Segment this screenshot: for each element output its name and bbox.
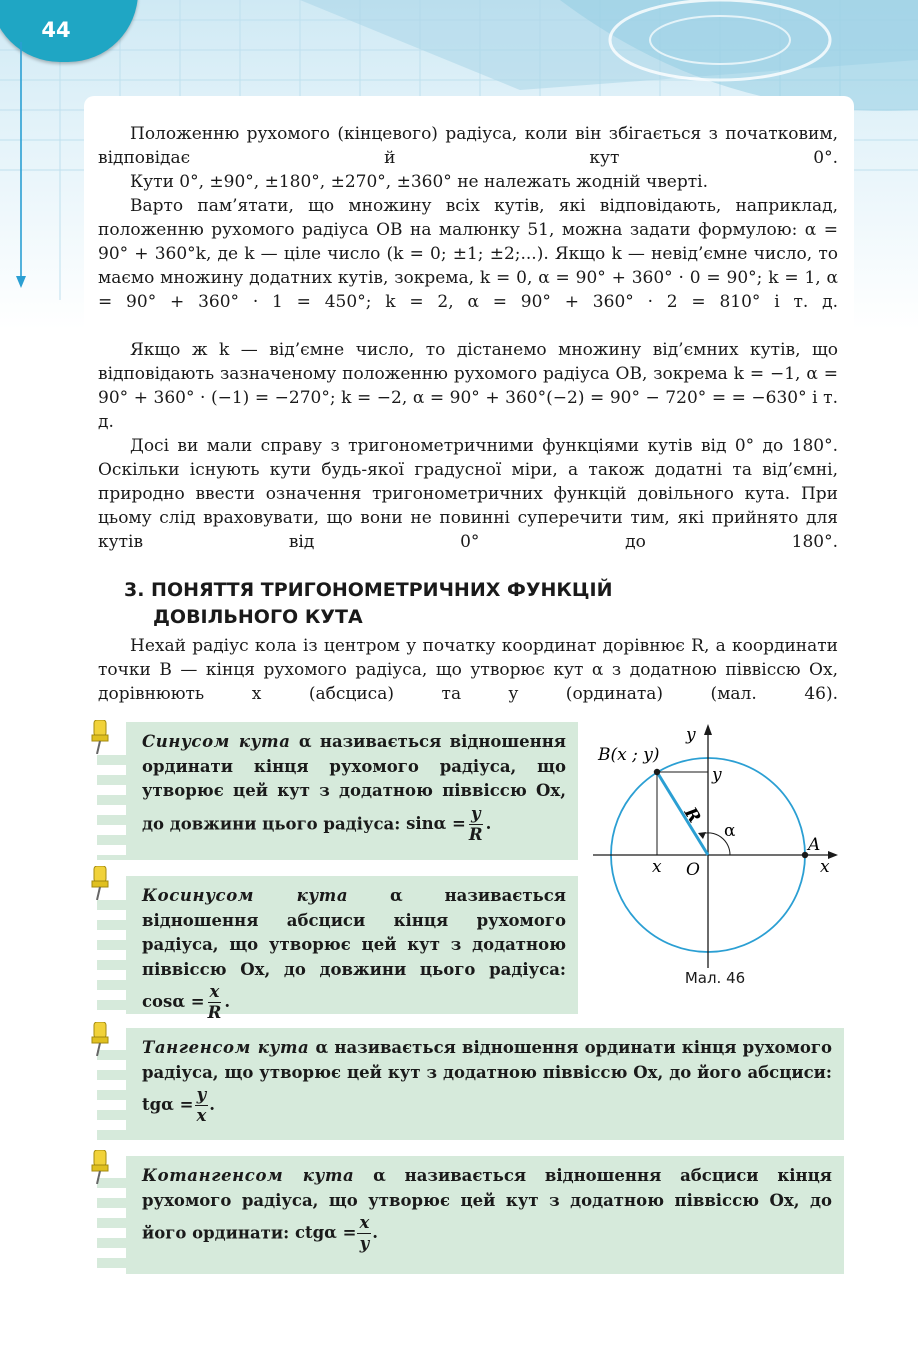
margin-ticks bbox=[97, 1178, 127, 1274]
sine-formula: sinα = $\frac{y}{R}$ . bbox=[406, 803, 492, 844]
cosine-numerator: x bbox=[209, 982, 220, 1001]
paragraph-2: Кути 0°, ±90°, ±180°, ±270°, ±360° не належать жодній чверті. bbox=[130, 172, 708, 192]
section-title bbox=[124, 577, 824, 631]
tangent-fraction bbox=[194, 1085, 208, 1126]
definition-cotangent-text: α називається відношення абсциси кінця рухомого радіуса, що утворює цей кут з додатною піввіссю Ox, до його ординати: bbox=[142, 1166, 832, 1243]
section-intro: Нехай радіус кола із центром у початку координат дорівнює R, а координати точки B — кінця рухомого радіуса, що утворює кут α з додатною піввіссю Ox, дорівнюють x (абсциса) та y (ордината) (мал. 46). bbox=[98, 636, 838, 704]
cotangent-numerator: x bbox=[359, 1213, 370, 1232]
cosine-formula: cosα = $\frac{x}{R}$ . bbox=[142, 982, 231, 1022]
cosine-fraction bbox=[206, 982, 224, 1023]
definition-cosine-text: α називається відношення абсциси кінця рухомого радіуса, що утворює цей кут з додатною піввіссю Ox, до довжини цього радіуса: bbox=[142, 886, 566, 979]
paragraph-5: Досі ви мали справу з тригонометричними функціями кутів від 0° до 180°. Оскільки існують кути будь-якої градусної міри, а також додатні та від’ємні, природно ввести означення тригонометричних функцій довільного кута. При цьому слід враховувати, що вони не повинні суперечити тим, які прийнято для кутів від 0° до 180°. bbox=[98, 436, 838, 552]
sine-numerator: y bbox=[470, 803, 481, 823]
cosine-denominator: R bbox=[207, 1003, 222, 1022]
cosine-formula-lhs: cosα = bbox=[142, 992, 205, 1012]
sine-formula-lhs: sinα = bbox=[406, 813, 466, 833]
label-B: B(x ; y) bbox=[598, 745, 660, 765]
paragraph-4: Якщо ж k — від’ємне число, то дістанемо множину від’ємних кутів, що відповідають зазначеному положенню рухомого радіуса OB, зокрема k = −1, α = 90° + 360° · (−1) = −270°; k = −2, α = 90° + 360°(−2) = 90° − 720° = = −630° і т. д. bbox=[98, 340, 838, 432]
cotangent-formula: ctgα = $\frac{x}{y}$ . bbox=[294, 1213, 379, 1253]
cotangent-formula-lhs: ctgα = bbox=[294, 1223, 357, 1243]
cotangent-fraction bbox=[357, 1213, 371, 1254]
definition-tangent-text: α називається відношення ординати кінця рухомого радіуса, що утворює цей кут з додатною піввіссю Ox, до його абсциси: bbox=[142, 1038, 833, 1082]
margin-ticks bbox=[97, 1050, 127, 1140]
label-x-axis: x bbox=[820, 857, 830, 877]
tangent-formula-lhs: tgα = bbox=[142, 1095, 194, 1115]
label-alpha: α bbox=[724, 821, 736, 841]
tangent-denominator: x bbox=[196, 1106, 207, 1125]
unit-circle-figure bbox=[588, 720, 848, 990]
paragraph-3: Варто пам’ятати, що множину всіх кутів, які відповідають, наприклад, положенню рухомого радіуса OB на малюнку 51, можна задати формулою: α = 90° + 360°k, де k — ціле число (k = 0; ±1; ±2;...). Якщо k — невід’ємне число, то маємо множину додатних кутів, зокрема, k = 0, α = 90° + 360° · 0 = 90°; k = 1, α = 90° + 360° · 1 = 450°; k = 2, α = 90° + 360° · 2 = 810° і т. д. bbox=[98, 196, 838, 312]
tangent-numerator: y bbox=[196, 1085, 207, 1104]
page-number: 44 bbox=[41, 18, 71, 42]
y-axis-arrow-icon bbox=[704, 724, 712, 735]
sine-denominator: R bbox=[468, 824, 483, 844]
paragraph-1: Положенню рухомого (кінцевого) радіуса, коли він збігається з початковим, відповідає й кут 0°. bbox=[98, 124, 838, 168]
label-R: R bbox=[679, 804, 705, 827]
label-A: A bbox=[808, 835, 821, 855]
tangent-formula: tgα = $\frac{y}{x}$ . bbox=[142, 1085, 216, 1125]
pushpin-icon bbox=[88, 1022, 112, 1056]
side-arrow-icon bbox=[14, 42, 28, 292]
label-y-axis: y bbox=[686, 725, 696, 745]
pushpin-icon bbox=[88, 866, 112, 900]
margin-ticks bbox=[97, 755, 127, 860]
sine-fraction bbox=[467, 804, 485, 845]
pushpin-icon bbox=[88, 1150, 112, 1184]
label-O: O bbox=[686, 860, 700, 880]
definition-cosine-lead: Косинусом кута bbox=[142, 886, 349, 905]
definition-cotangent bbox=[126, 1156, 844, 1274]
definition-tangent bbox=[126, 1028, 844, 1140]
cotangent-denominator: y bbox=[359, 1234, 370, 1253]
definition-tangent-lead: Тангенсом кута bbox=[142, 1038, 310, 1057]
figure-caption: Мал. 46 bbox=[684, 969, 746, 987]
pushpin-icon bbox=[88, 720, 112, 754]
point-B bbox=[654, 769, 660, 775]
label-y-projection: y bbox=[712, 765, 722, 785]
definition-sine bbox=[126, 722, 578, 860]
margin-ticks bbox=[97, 900, 127, 1010]
label-x-projection: x bbox=[652, 857, 662, 877]
definition-cosine bbox=[126, 876, 578, 1022]
section-title-line-2: ДОВІЛЬНОГО КУТА bbox=[153, 606, 363, 628]
definition-sine-text: α називається відношення ординати кінця рухомого радіуса, що утворює цей кут з додатною піввіссю Ox, до довжини цього радіуса: bbox=[142, 732, 566, 833]
definition-cotangent-lead: Котангенсом кута bbox=[142, 1166, 355, 1185]
section-title-line-1: 3. ПОНЯТТЯ ТРИГОНОМЕТРИЧНИХ ФУНКЦІЙ bbox=[124, 579, 613, 601]
definition-sine-lead: Синусом кута bbox=[142, 732, 291, 751]
